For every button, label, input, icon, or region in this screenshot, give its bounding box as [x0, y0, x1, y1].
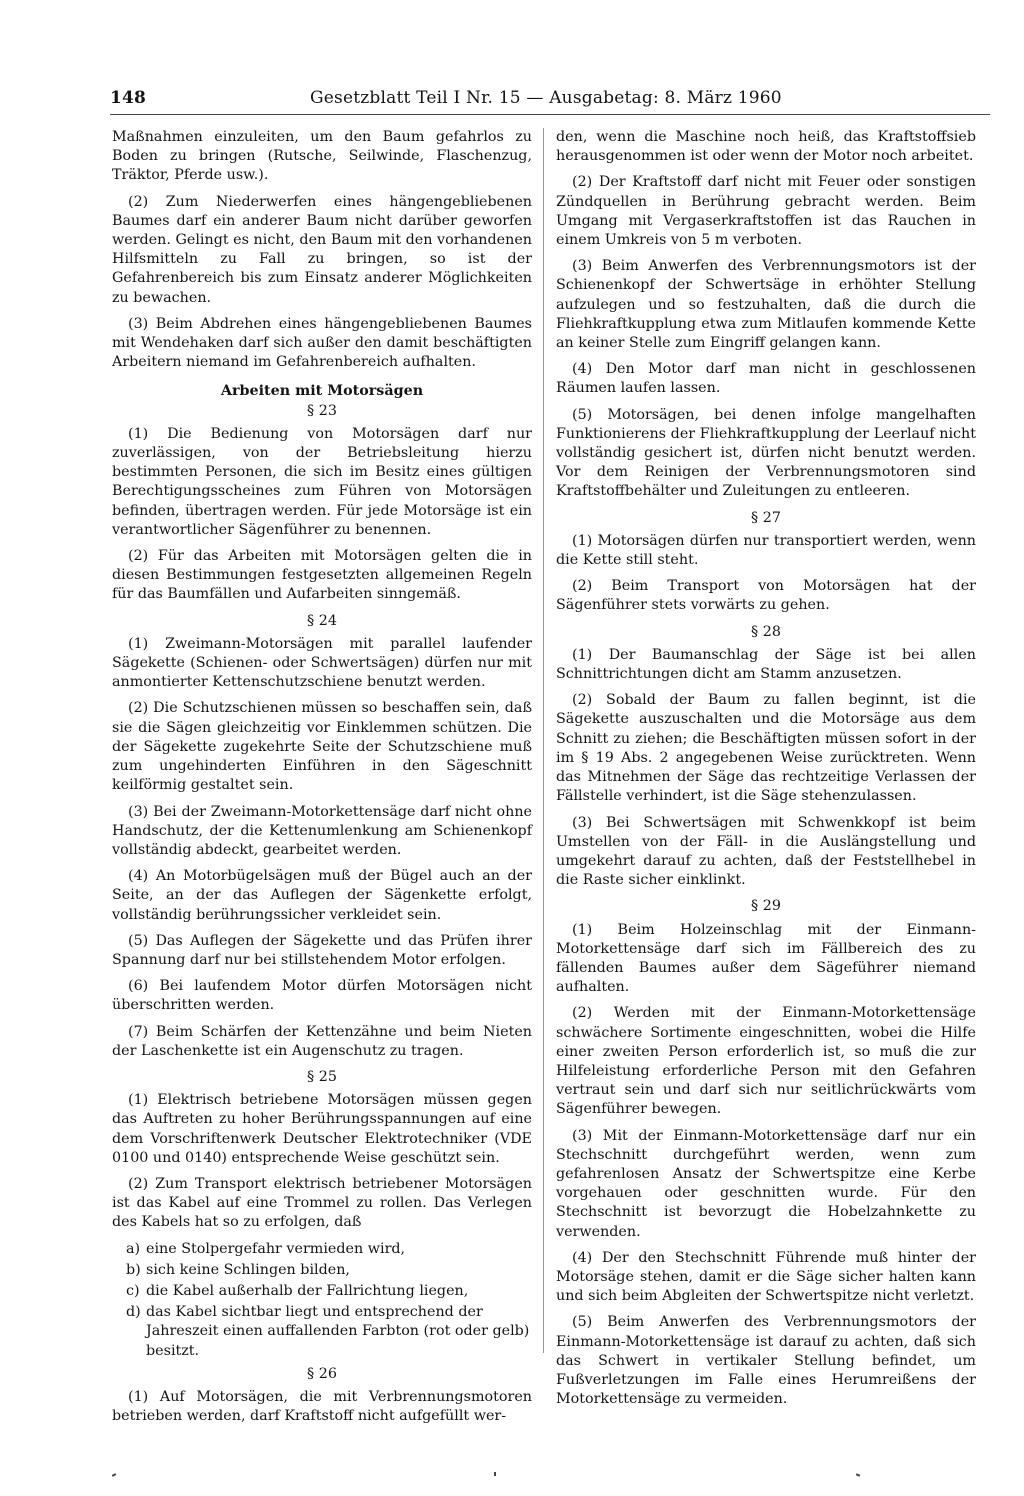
list-text: sich keine Schlingen bilden, [146, 1261, 350, 1278]
paragraph: (2) Der Kraftstoff darf nicht mit Feuer oder sonstigen Zündquellen in Berührung gebracht werden. Beim Umgang mit Vergaserkraftstoffen ist das Rauchen in einem Umkreis von 5 m verboten. [556, 174, 976, 249]
paragraph: (1) Der Baumanschlag der Säge ist bei allen Schnittrichtungen dicht am Stamm anzusetzen. [556, 646, 976, 683]
list-text: eine Stolpergefahr vermieden wird, [146, 1240, 406, 1257]
paragraph: (1) Motorsägen dürfen nur transportiert werden, wenn die Kette still steht. [556, 532, 976, 569]
paragraph: (2) Sobald der Baum zu fallen beginnt, ist die Sägekette auszuschalten und die Motorsäge aus dem Schnitt zu ziehen; die Beschäftigten müssen sofort in der im § 19 Abs. 2 angegebenen Weise zurücktreten. Wenn das Mitnehmen der Säge das rechtzeitige Verlassen der Fällstelle verhindert, ist die Säge stehenzulassen. [556, 692, 976, 805]
column-divider [543, 128, 544, 1353]
header-rule [110, 114, 990, 115]
section-number-28: § 28 [751, 623, 781, 640]
paragraph: (1) Die Bedienung von Motorsägen darf nur zuverlässigen, von der Betriebsleitung hierzu bestimmten Personen, die sich im Besitz eines gültigen Berechtigungsscheines zum Führen von Motorsägen befinden, übertragen werden. Für jede Motorsäge ist ein verantwortlicher Sägenführer zu benennen. [112, 425, 532, 538]
section-number-25: § 25 [307, 1068, 337, 1085]
list-item [112, 1240, 532, 1259]
paragraph: (2) Für das Arbeiten mit Motorsägen gelten die in diesen Bestimmungen festgesetzten allgemeinen Regeln für das Baumfällen und Aufarbeiten sinngemäß. [112, 548, 532, 603]
list-letter: d) [126, 1304, 141, 1321]
section-number-29: § 29 [751, 898, 781, 915]
section-number-23: § 23 [307, 402, 337, 419]
paragraph: (3) Beim Abdrehen eines hängengebliebenen Baumes mit Wendehaken darf sich außer den damit beschäftigten Arbeitern niemand im Gefahrenbereich aufhalten. [112, 315, 532, 371]
paragraph: (4) An Motorbügelsägen muß der Bügel auch an der Seite, an der das Auflegen der Sägenkette erfolgt, vollständig berührungssicher verkleidet sein. [112, 868, 532, 923]
list-text: die Kabel außerhalb der Fallrichtung liegen, [146, 1282, 469, 1299]
paragraph: (2) Zum Niederwerfen eines hängengebliebenen Baumes darf ein anderer Baum nicht darüber geworfen werden. Gelingt es nicht, den Baum mit den vorhandenen Hilfsmitteln zu Fall zu bringen, so ist der Gefahrenbereich bis zum Einsatz anderer Möglichkeiten zu bewachen. [112, 193, 532, 306]
paragraph: (2) Die Schutzschienen müssen so beschaffen sein, daß sie die Sägen gleichzeitig vor Einklemmen schützen. Die der Sägekette zugekehrte Seite der Schutzschiene muß zum ungehinderten Einführen in den Sägeschnitt keilförmig gestaltet sein. [112, 700, 532, 794]
paragraph: (7) Beim Schärfen der Kettenzähne und beim Nieten der Laschenkette ist ein Augenschutz zu tragen. [112, 1023, 532, 1059]
paragraph: (4) Der den Stechschnitt Führende muß hinter der Motorsäge stehen, damit er die Säge sicher halten kann und sich beim Abgleiten der Schwertspitze nicht verletzt. [556, 1249, 976, 1305]
paragraph: (2) Werden mit der Einmann-Motorkettensäge schwächere Sortimente eingeschnitten, wobei die Hilfe einer zweiten Person erforderlich ist, so muß die zur Hilfeleistung erforderliche Person mit den Gefahren vertraut sein und darf sich nur seitlichrückwärts vom Sägenführer bewegen. [556, 1005, 976, 1118]
page-header [110, 88, 1000, 112]
page-number: 148 [110, 88, 147, 108]
cable-requirements-list [112, 1240, 532, 1361]
scan-speck [856, 1473, 860, 1476]
list-letter: a) [126, 1240, 141, 1257]
section-number-26: § 26 [307, 1365, 337, 1382]
paragraph: (3) Beim Anwerfen des Verbrennungsmotors ist der Schienenkopf der Schwertsäge in erhöhter Stellung aufzulegen und so festzuhalten, daß die durch die Fliehkraftkupplung etwa zum Mitlaufen kommende Kette an keiner Stelle zum Eingriff gelangen kann. [556, 258, 976, 352]
paragraph: (1) Zweimann-Motorsägen mit parallel laufender Sägekette (Schienen- oder Schwertsägen) dürfen nur mit anmontierter Kettenschutzschiene benutzt werden. [112, 635, 532, 691]
list-letter: b) [126, 1261, 141, 1278]
paragraph: (6) Bei laufendem Motor dürfen Motorsägen nicht überschritten werden. [112, 978, 532, 1014]
paragraph: (3) Bei der Zweimann-Motorkettensäge darf nicht ohne Handschutz, der die Kettenumlenkung am Schienenkopf vollständig abdeckt, gearbeitet werden. [112, 803, 532, 858]
paragraph: (2) Beim Transport von Motorsägen hat der Sägenführer stets vorwärts zu gehen. [556, 578, 976, 614]
paragraph: (2) Zum Transport elektrisch betriebener Motorsägen ist das Kabel auf eine Trommel zu rollen. Das Verlegen des Kabels hat so zu erfolgen, daß [112, 1175, 532, 1231]
paragraph: (3) Mit der Einmann-Motorkettensäge darf nur ein Stechschnitt durchgeführt werden, wenn zum gefahrenlosen Ansatz der Schwertspitze eine Kerbe vorgehauen oder geschnitten wurde. Für den Stechschnitt ist bevorzugt die Hobelzahnkette zu verwenden. [556, 1127, 976, 1240]
paragraph: (4) Den Motor darf man nicht in geschlossenen Räumen laufen lassen. [556, 361, 976, 397]
paragraph: (3) Bei Schwertsägen mit Schwenkkopf ist beim Umstellen von der Fäll- in die Auslängstellung und umgekehrt darauf zu achten, daß der Feststellhebel in die Raste sicher einklinkt. [556, 814, 976, 889]
paragraph: (5) Motorsägen, bei denen infolge mangelhaften Funktionierens der Fliehkraftkupplung der Leerlauf nicht vollständig gesichert ist, dürfen nicht benutzt werden. Vor dem Reinigen der Verbrennungsmotoren sind Kraftstoffbehälter und Zuleitungen zu entleeren. [556, 406, 976, 500]
section-number-27: § 27 [751, 509, 781, 526]
paragraph: (1) Beim Holzeinschlag mit der Einmann-Motorkettensäge darf sich im Fällbereich des zu fällenden Baumes außer dem Sägeführer niemand aufhalten. [556, 921, 976, 996]
list-letter: c) [126, 1282, 140, 1299]
scan-speck [112, 1473, 116, 1477]
list-text: das Kabel sichtbar liegt und entsprechend der Jahreszeit einen auffallenden Farbton (rot oder gelb) besitzt. [146, 1304, 530, 1359]
list-item [112, 1261, 532, 1280]
running-title: Gesetzblatt Teil I Nr. 15 — Ausgabetag: 8. März 1960 [310, 88, 782, 108]
list-item [112, 1303, 532, 1361]
paragraph: (1) Auf Motorsägen, die mit Verbrennungsmotoren betrieben werden, darf Kraftstoff nicht aufgefüllt wer- [112, 1388, 532, 1425]
paragraph: (5) Beim Anwerfen des Verbrennungsmotors der Einmann-Motorkettensäge ist darauf zu achten, daß sich das Schwert in vertikaler Stellung befindet, um Fußverletzungen im Falle eines Herumreißens der Motorkettensäge zu vermeiden. [556, 1314, 976, 1408]
paragraph: den, wenn die Maschine noch heiß, das Kraftstoffsieb herausgenommen ist oder wenn der Motor noch arbeitet. [556, 129, 976, 165]
paragraph: (1) Elektrisch betriebene Motorsägen müssen gegen das Auftreten zu hoher Berührungsspannungen auf eine dem Vorschriftenwerk Deutscher Elektrotechniker (VDE 0100 und 0140) entsprechende Weise geschützt sein. [112, 1092, 532, 1166]
section-number-24: § 24 [307, 612, 337, 629]
paragraph: Maßnahmen einzuleiten, um den Baum gefahrlos zu Boden zu bringen (Rutsche, Seilwinde, Flaschenzug, Träktor, Pferde usw.). [112, 129, 532, 184]
section-heading: Arbeiten mit Motorsägen [220, 383, 424, 400]
left-column [112, 128, 532, 1433]
paragraph: (5) Das Auflegen der Sägekette und das Prüfen ihrer Spannung darf nur bei stillstehendem Motor erfolgen. [112, 932, 532, 968]
scan-speck [494, 1472, 496, 1476]
list-item [112, 1282, 532, 1301]
right-column [556, 128, 976, 1416]
